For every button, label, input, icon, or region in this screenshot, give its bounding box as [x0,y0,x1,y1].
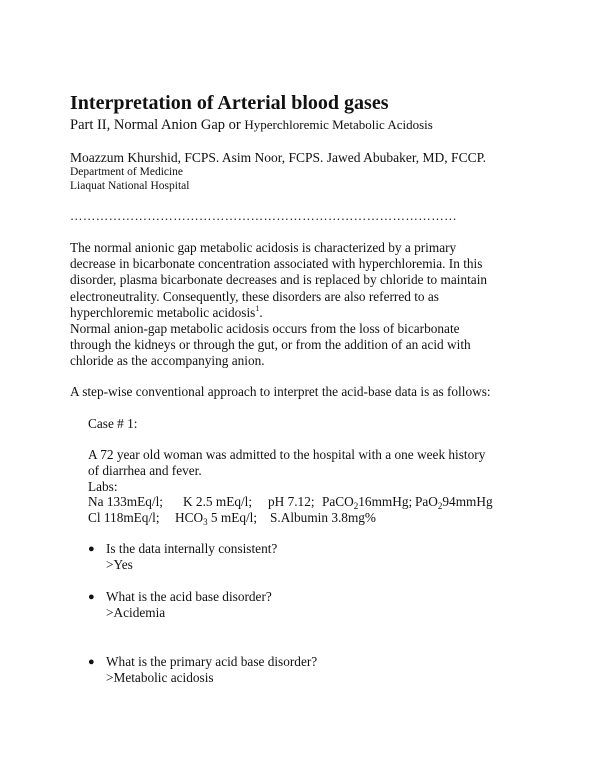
subtitle-part-a: Part II, Normal Anion Gap or [70,117,245,133]
reference-superscript: 1 [255,304,260,313]
case-history-line: of diarrhea and fever. [88,463,202,478]
lab-paco2-label: PaCO [322,494,354,509]
lab-bicarbonate [175,510,257,526]
intro-line: through the kidneys or through the gut, or from the addition of an acid with [70,337,471,352]
labs-label: Labs: [88,479,118,494]
intro-line: chloride as the accompanying anion. [70,353,265,368]
question-text: What is the acid base disorder? [106,589,272,604]
lab-hco3-label: HCO [175,510,204,525]
lab-pao2 [415,494,493,510]
question-text: What is the primary acid base disorder? [106,654,318,669]
lab-potassium: K 2.5 mEq/l; [183,494,253,509]
bullet-icon: ● [88,543,95,555]
intro-line: The normal anionic gap metabolic acidosis is characterized by a primary [70,240,457,255]
bullet-icon: ● [88,656,95,668]
subtitle-part-b: Hyperchloremic Metabolic Acidosis [244,117,433,132]
case-history-line: A 72 year old woman was admitted to the hospital with a one week history [88,447,486,462]
intro-line-last [70,305,263,321]
lab-paco2-sub: 2 [353,501,359,511]
intro-line: disorder, plasma bicarbonate decreases and is replaced by chloride to maintain [70,272,488,287]
question-text: Is the data internally consistent? [106,541,278,556]
lab-paco2-value: 16mmHg; [358,494,413,509]
intro-line: electroneutrality. Consequently, these disorders are also referred to as [70,289,439,304]
lab-pao2-label: PaO [415,494,438,509]
answer-text: >Metabolic acidosis [106,670,214,685]
lab-pao2-value: 94mmHg [442,494,493,509]
case-heading: Case # 1: [88,416,138,431]
subtitle [70,117,433,134]
intro-end: . [259,305,263,320]
lab-chloride: Cl 118mEq/l; [88,510,160,525]
intro-text: hyperchloremic metabolic acidosis [70,305,256,320]
lab-sodium: Na 133mEq/l; [88,494,163,509]
bullet-icon: ● [88,591,95,603]
lab-hco3-value: 5 mEq/l; [207,510,258,525]
department: Department of Medicine [70,166,184,178]
stepwise-intro: A step-wise conventional approach to interpret the acid-base data is as follows: [70,384,491,399]
lab-paco2 [322,494,412,510]
lab-hco3-sub: 3 [203,517,208,527]
page-title: Interpretation of Arterial blood gases [70,92,389,114]
lab-pao2-sub: 2 [437,501,443,511]
intro-line: decrease in bicarbonate concentration associated with hyperchloremia. In this [70,256,483,271]
dotted-divider: ……………………………………………………………………………… [70,209,457,223]
answer-text: >Acidemia [106,605,166,620]
authors: Moazzum Khurshid, FCPS. Asim Noor, FCPS. Jawed Abubaker, MD, FCCP. [70,150,486,165]
lab-albumin: S.Albumin 3.8mg% [270,510,377,525]
answer-text: >Yes [106,557,133,572]
hospital: Liaquat National Hospital [70,180,190,192]
lab-ph: pH 7.12; [268,494,315,509]
intro-line: Normal anion-gap metabolic acidosis occurs from the loss of bicarbonate [70,321,460,336]
